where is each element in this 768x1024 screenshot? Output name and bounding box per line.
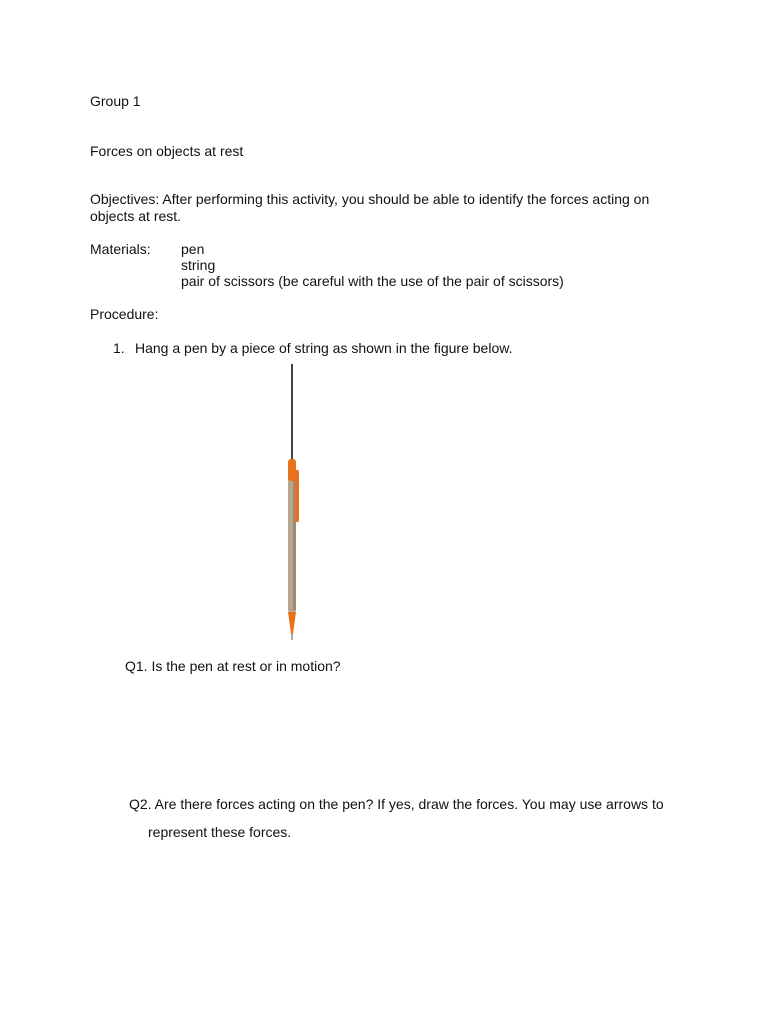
- question-2-line-2: represent these forces.: [148, 824, 292, 840]
- materials-item-pen: pen: [181, 241, 205, 257]
- objectives-line-2: objects at rest.: [90, 208, 182, 224]
- hanging-pen-figure: [270, 364, 320, 644]
- pen-clip: [295, 470, 299, 522]
- procedure-step-text: Hang a pen by a piece of string as shown in the figure below.: [135, 340, 513, 356]
- materials-item-string: string: [181, 257, 216, 273]
- question-1: Q1. Is the pen at rest or in motion?: [125, 658, 341, 674]
- pen-icon: [288, 459, 299, 640]
- hanging-pen-illustration: [270, 364, 320, 644]
- objectives-line-1: Objectives: After performing this activity, you should be able to identify the forces acting on: [90, 191, 650, 207]
- pen-cap-top: [288, 459, 296, 481]
- materials-item-scissors: pair of scissors (be careful with the use of the pair of scissors): [181, 273, 564, 289]
- procedure-label: Procedure:: [90, 306, 159, 322]
- group-heading: Group 1: [90, 93, 141, 109]
- procedure-step-number: 1.: [113, 340, 125, 356]
- materials-label: Materials:: [90, 241, 151, 257]
- question-2-line-1: Q2. Are there forces acting on the pen? If yes, draw the forces. You may use arrows to: [129, 796, 664, 812]
- pen-tip: [288, 612, 296, 634]
- activity-title: Forces on objects at rest: [90, 143, 244, 159]
